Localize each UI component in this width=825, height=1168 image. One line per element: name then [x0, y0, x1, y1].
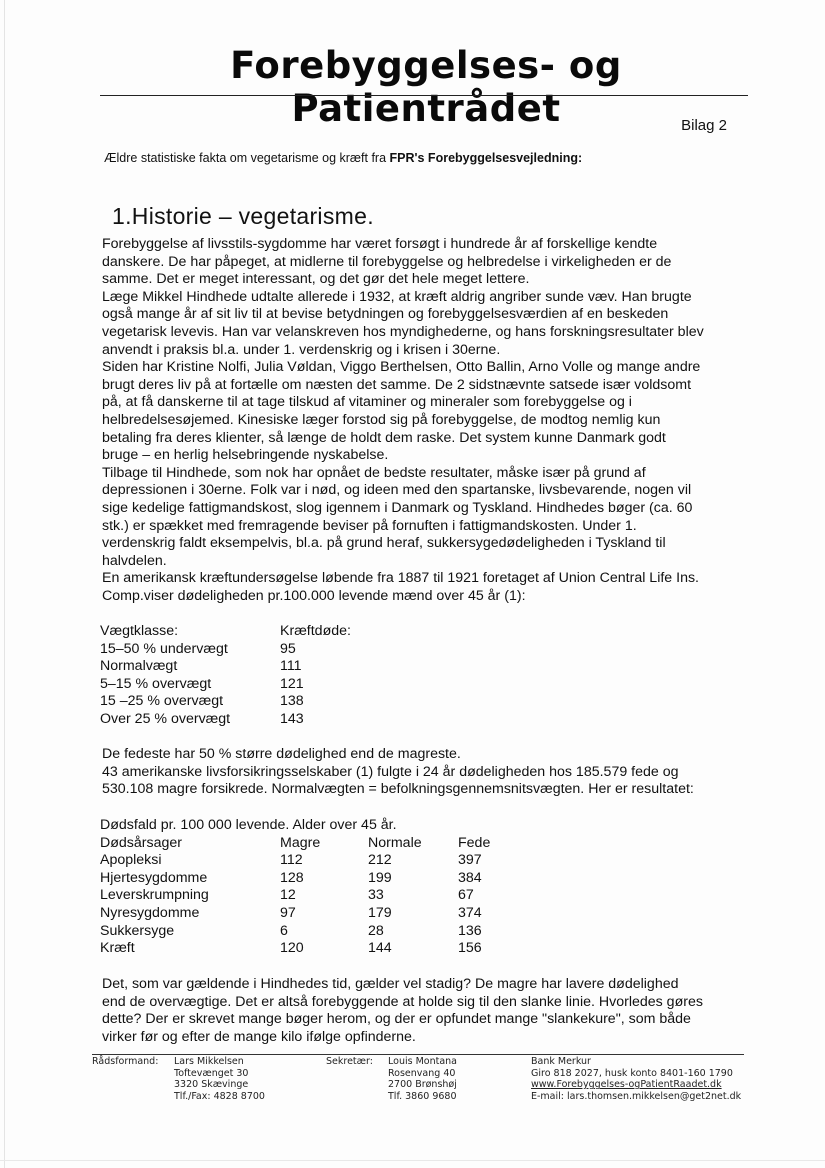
table-cell: 397 [458, 852, 482, 869]
table-cell: 67 [458, 887, 474, 904]
footer-rule [92, 1054, 744, 1055]
table-cell: 120 [280, 940, 304, 957]
table-cell: Over 25 % overvægt [100, 710, 231, 727]
text-line: stk.) er spækket med fremragende beviser på fornuften i fattigmandskosten. Under 1. [102, 517, 637, 534]
text-line: på, at få danskerne til at tage tilskud af vitaminer og mineraler som forebyggelse og i [102, 394, 632, 411]
table-cell: Nyresygdomme [100, 904, 200, 921]
table-cell: Normale [368, 834, 422, 851]
table-cell: Leverskrumpning [100, 887, 209, 904]
table-cell: Sukkersyge [100, 922, 175, 939]
closing-paragraph [102, 976, 752, 1046]
table-header-row [100, 623, 351, 641]
text-line: Siden har Kristine Nolfi, Julia Vøldan, Viggo Berthelsen, Otto Ballin, Arno Volle og mange andre [102, 359, 701, 376]
email-address[interactable]: E-mail: lars.thomsen.mikkelsen@get2net.dk [531, 1090, 742, 1102]
table-cell: 136 [458, 922, 482, 939]
table-row [100, 676, 351, 694]
appendix-label: Bilag 2 [681, 117, 727, 134]
table-cell: 97 [280, 904, 296, 921]
table-cell: 111 [280, 658, 302, 675]
table-cell: Hjertesygdomme [100, 869, 208, 886]
text-line: depressionen i 30erne. Folk var i nød, og ideen med den spartanske, livsbevarende, nogen vil [102, 482, 692, 499]
table-row [100, 852, 490, 870]
table-row [100, 887, 490, 905]
table-cell: 112 [280, 852, 303, 869]
table-cell: 33 [368, 887, 384, 904]
table-caption: Dødsfald pr. 100 000 levende. Alder over 45 år. [100, 817, 397, 833]
table-cell: 144 [368, 940, 392, 957]
footer-secretary-label: Sekretær: [326, 1056, 373, 1067]
table-cell: 179 [368, 904, 392, 921]
table-cell: Apopleksi [100, 852, 162, 869]
footer-line: Louis Montana [388, 1056, 457, 1067]
text-line: danskere. De har påpeget, at midlerne til forebyggelse og helbredelse i virkeligheden er de [102, 253, 672, 270]
table-cell: 156 [458, 940, 482, 957]
table-cell: 199 [368, 869, 392, 886]
table-cell: Vægtklasse: [100, 623, 179, 639]
intro-line [104, 151, 582, 165]
intro-source: FPR's Forebyggelsesvejledning: [389, 151, 583, 165]
text-line: 530.108 magre forsikrede. Normalvægten = befolkningsgennemsnitsvægten. Her er resultatet: [102, 781, 694, 798]
table-cell: 15–50 % undervægt [100, 640, 228, 657]
table-header-row [100, 835, 490, 853]
text-line: brugt deres liv på at fortælle om næsten det samme. De 2 sidstnævnte satsede især voldsomt [102, 376, 692, 393]
table-cell: 12 [280, 887, 296, 904]
table-row [100, 711, 351, 729]
text-line: Det, som var gældende i Hindhedes tid, gælder vel stadig? De magre har lavere dødelighed [102, 976, 679, 992]
table-cell: Magre [280, 834, 321, 851]
footer-line: Toftevænget 30 [174, 1067, 249, 1079]
text-line: helbredelsesøjemed. Kinesiske læger forstod sig på forebyggelse, de modtog nemlig kun [102, 411, 661, 428]
table-cell: 143 [280, 710, 304, 727]
mortality-table [100, 817, 490, 958]
scan-edge [4, 0, 5, 1168]
table-row [100, 693, 351, 711]
footer-line: 2700 Brønshøj [388, 1079, 457, 1091]
footer-secretary [388, 1056, 457, 1102]
intro-lead: Ældre statistiske fakta om vegetarisme og kræft fra [104, 151, 390, 165]
table-cell: 15 –25 % overvægt [100, 693, 224, 710]
table-row [100, 870, 490, 888]
table-row [100, 658, 351, 676]
text-line: Tilbage til Hindhede, som nok har opnået de bedste resultater, måske især på grund af [102, 464, 646, 481]
text-line: betaling fra deres klienter, så længe de holdt dem raske. Det system kunne Danmark godt [102, 429, 666, 446]
text-line: også mange år af sit liv til at bevise betydningen og forebyggelsesværdien af en beskeden [102, 306, 669, 323]
table-row [100, 940, 490, 958]
table-cell: 138 [280, 693, 304, 710]
table-cell: 128 [280, 869, 304, 886]
table-cell: 384 [458, 869, 482, 886]
table-cell: 212 [368, 852, 392, 869]
text-line: De fedeste har 50 % større dødelighed end de magreste. [102, 746, 461, 762]
footer-line: Lars Mikkelsen [174, 1056, 244, 1067]
footer-chair [174, 1056, 265, 1102]
text-line: vegetarisk levevis. Han var velanskreven hos myndighederne, og hans forskningsresultater blev [102, 323, 704, 340]
history-paragraph [102, 236, 752, 605]
table-cell: Dødsårsager [100, 834, 183, 851]
text-line: halvdelen. [102, 552, 167, 569]
table-cell: Kræftdøde: [280, 623, 351, 639]
results-paragraph [102, 746, 752, 799]
footer-line: 3320 Skævinge [174, 1079, 249, 1091]
weight-class-table [100, 623, 351, 729]
text-line: sige kedelige fattigmandskost, slog igennem i Danmark og Tyskland. Hindhedes bøger (ca. 60 [102, 499, 693, 516]
footer-line: Tlf./Fax: 4828 8700 [174, 1090, 265, 1102]
footer-bank [531, 1056, 741, 1102]
table-row [100, 905, 490, 923]
text-line: Forebyggelse af livsstils-sygdomme har været forsøgt i hundrede år af forskellige kendte [102, 236, 658, 252]
footer-line: Rosenvang 40 [388, 1067, 456, 1079]
text-line: 43 amerikanske livsforsikringsselskaber (1) fulgte i 24 år dødeligheden hos 185.579 fede og [102, 763, 679, 780]
text-line: dette? Der er skrevet mange bøger herom, og der er opfundet mange "slankekure", som både [102, 1011, 691, 1028]
text-line: samme. Det er meget interessant, og det gør det hele meget lettere. [102, 271, 530, 288]
table-row [100, 641, 351, 659]
footer-line: Tlf. 3860 9680 [388, 1090, 457, 1102]
table-cell: 5–15 % overvægt [100, 675, 212, 692]
table-cell: Fede [458, 834, 491, 851]
text-line: virker før og efter de mange kilo ifølge opfinderne. [102, 1028, 416, 1045]
bank-name: Bank Merkur [531, 1056, 591, 1067]
table-cell: 374 [458, 904, 482, 921]
masthead-title: Forebyggelses- og Patientrådet [230, 44, 622, 130]
bank-account: Giro 818 2027, husk konto 8401-160 1790 [531, 1067, 733, 1079]
footer-chair-label: Rådsformand: [92, 1056, 159, 1067]
text-line: Comp.viser dødeligheden pr.100.000 levende mænd over 45 år (1): [102, 587, 526, 604]
table-cell: 28 [368, 922, 384, 939]
text-line: En amerikansk kræftundersøgelse løbende fra 1887 til 1921 foretaget af Union Central Life Ins. [102, 570, 699, 587]
scan-bottom-edge [0, 1160, 825, 1161]
table-cell: 95 [280, 640, 296, 657]
text-line: bruge – en herlig helsebringende nyskabelse. [102, 447, 389, 464]
masthead-rule [100, 95, 748, 96]
website-link[interactable]: www.Forebyggelses-ogPatientRaadet.dk [531, 1079, 722, 1091]
text-line: verdenskrig faldt eksempelvis, bl.a. på grund heraf, sukkersygedødeligheden i Tyskland til [102, 535, 666, 552]
table-cell: Normalvægt [100, 658, 178, 675]
section-title: 1.Historie – vegetarisme. [112, 203, 374, 229]
text-line: end de overvægtige. Det er altså forebyggende at holde sig til den slanke linie. Hvorledes gøres [102, 993, 703, 1010]
table-cell: Kræft [100, 940, 135, 957]
text-line: anvendt i praksis bl.a. under 1. verdenskrig og i krisen i 30erne. [102, 341, 501, 358]
table-cell: 121 [280, 675, 304, 692]
text-line: Læge Mikkel Hindhede udtalte allerede i 1932, at kræft aldrig angriber sunde væv. Han brugte [102, 288, 692, 305]
table-row [100, 923, 490, 941]
table-cell: 6 [280, 922, 288, 939]
